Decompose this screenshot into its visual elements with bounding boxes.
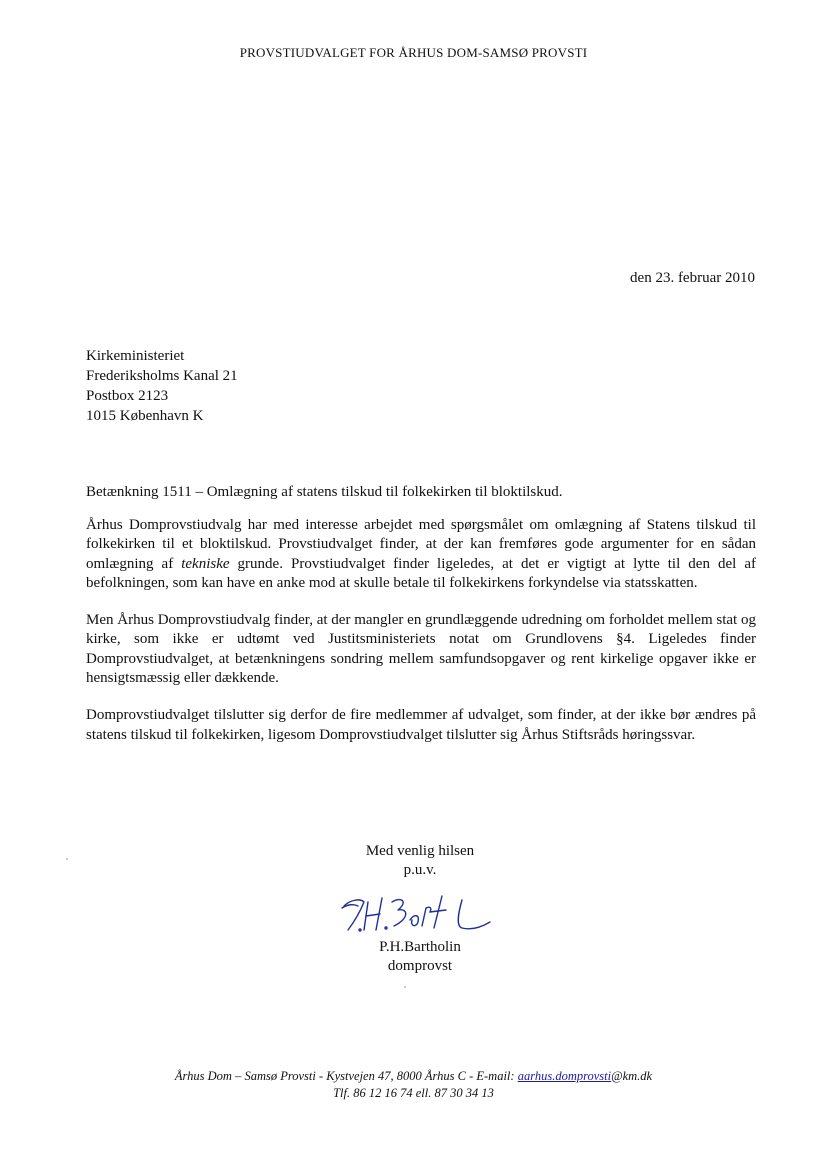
email-link[interactable]: aarhus.domprovsti — [517, 1069, 612, 1083]
footer-phone: Tlf. 86 12 16 74 ell. 87 30 34 13 — [333, 1086, 494, 1100]
scan-speck — [66, 858, 68, 860]
footer-address: Århus Dom – Samsø Provsti - Kystvejen 47, 8000 Århus C - E-mail: — [174, 1069, 518, 1083]
footer — [0, 1068, 827, 1102]
signer-name: P.H.Bartholin — [379, 939, 461, 955]
recipient-line: 1015 København K — [86, 408, 204, 424]
letterhead: PROVSTIUDVALGET FOR ÅRHUS DOM-SAMSØ PROVSTI — [239, 45, 588, 60]
signer-block — [300, 938, 540, 976]
paragraph-1-end: grunde. Provstiudvalget finder ligeledes, at det er vigtigt at lytte til den del af befolkningen, som kan have en anke mod at skulle betale til folkekirkens forkyndelse via statsskatten. — [86, 555, 756, 591]
footer-address-line — [0, 1068, 827, 1085]
closing-block — [300, 842, 540, 880]
letter-date: den 23. februar 2010 — [630, 270, 755, 286]
emphasis-text: tekniske — [181, 555, 230, 572]
signer-title: domprovst — [387, 958, 453, 974]
recipient-line: Postbox 2123 — [86, 388, 169, 404]
letter-body — [86, 516, 756, 763]
greeting: Med venlig hilsen — [365, 843, 475, 859]
email-domain: @km.dk — [611, 1069, 653, 1083]
handwritten-signature — [330, 886, 500, 938]
scan-speck — [404, 986, 406, 988]
paragraph-2: Men Århus Domprovstiudvalg finder, at der mangler en grundlæggende udredning om forholdet mellem stat og kirke, som ikke er udtømt ved Justitsministeriets notat om Grundlovens §4. Ligeledes finder Domprovstiudvalget, at betænkningens sondring mellem samfundsopgaver og rent kirkelige opgaver ikke er hensigtsmæssig eller dækkende. — [86, 612, 756, 687]
paragraph-1 — [86, 516, 756, 593]
paragraph-1-start: Århus Domprovstiudvalg har med interesse arbejdet med spørgsmålet om omlægning af Statens tilskud til folkekirken til et bloktilskud. Provstiudvalget finder, at der kan fremføres gode argumenter for en sådan omlægning af — [86, 517, 756, 572]
subject-line: Betænkning 1511 – Omlægning af statens tilskud til folkekirken til bloktilskud. — [86, 484, 563, 500]
recipient-line: Frederiksholms Kanal 21 — [86, 368, 238, 384]
puv-abbreviation: p.u.v. — [403, 862, 437, 878]
recipient-line: Kirkeministeriet — [86, 348, 185, 364]
recipient-address — [86, 346, 238, 426]
paragraph-3: Domprovstiudvalget tilslutter sig derfor de fire medlemmer af udvalget, som finder, at der ikke bør ændres på statens tilskud til folkekirken, ligesom Domprovstiudvalget tilslutter sig Århus Stiftsråds høringssvar. — [86, 707, 756, 743]
